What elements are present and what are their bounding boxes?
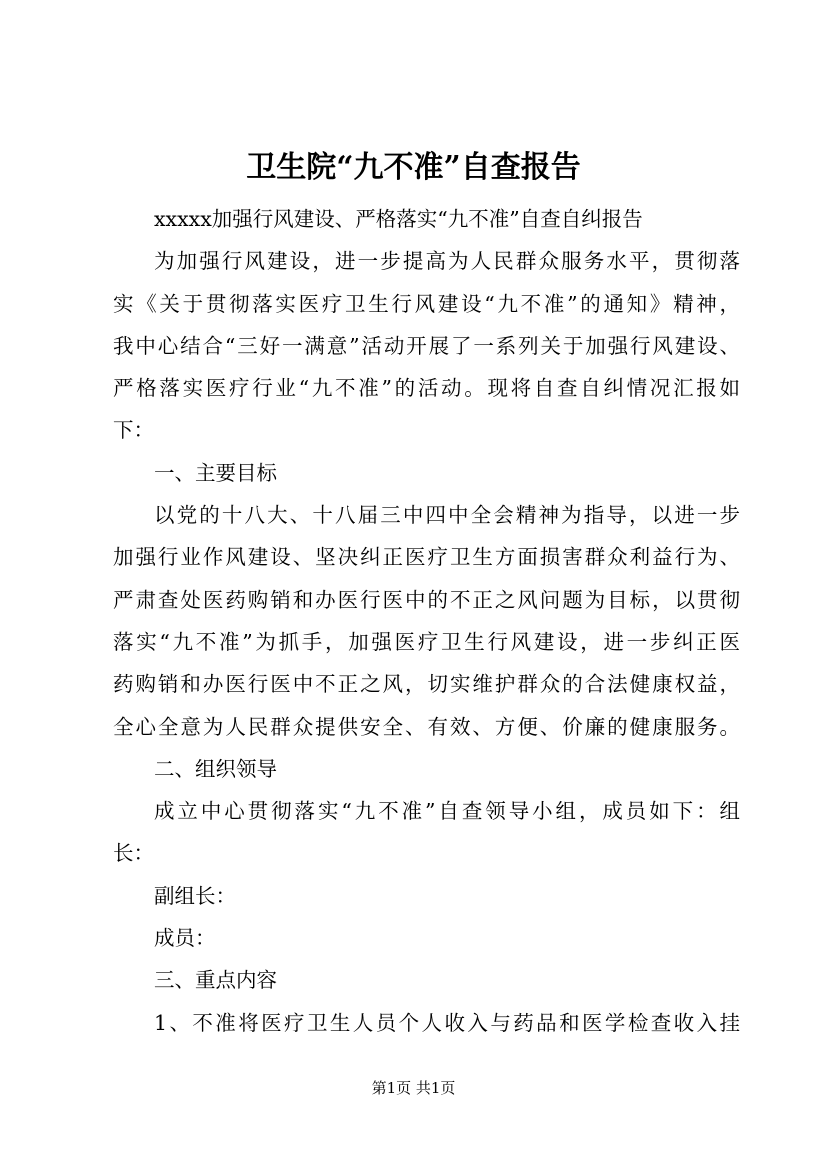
text-line: 我中心结合“三好一满意”活动开展了一系列关于加强行风建设、 [113, 333, 740, 358]
text-line: 为加强行风建设，进一步提高为人民群众服务水平，贯彻落 [154, 249, 740, 274]
text-line: 1、不准将医疗卫生人员个人收入与药品和医学检查收入挂 [154, 1010, 740, 1035]
document-title: 卫生院“九不准”自查报告 [246, 150, 581, 185]
text-line: 二、组织领导 [154, 756, 277, 781]
text-line: 三、重点内容 [154, 968, 277, 993]
text-line: 药购销和办医行医中不正之风，切实维护群众的合法健康权益， [113, 672, 740, 697]
text-line: 加强行业作风建设、坚决纠正医疗卫生方面损害群众利益行为、 [113, 545, 740, 570]
text-line: 下： [113, 418, 154, 443]
text-line: xxxxx加强行风建设、严格落实“九不准”自查自纠报告 [154, 207, 643, 231]
document-body [113, 198, 740, 1044]
text-line: 一、主要目标 [154, 460, 277, 485]
text-line: 成立中心贯彻落实“九不准”自查领导小组，成员如下：组 [154, 799, 740, 824]
text-line: 实《关于贯彻落实医疗卫生行风建设“九不准”的通知》精神， [113, 291, 740, 316]
text-line: 长： [113, 841, 154, 866]
text-line: 以党的十八大、十八届三中四中全会精神为指导，以进一步 [154, 503, 740, 528]
text-line: 落实“九不准”为抓手，加强医疗卫生行风建设，进一步纠正医 [113, 629, 740, 654]
text-line: 副组长： [154, 883, 236, 908]
page-number-footer: 第1页 共1页 [371, 1079, 456, 1097]
text-line: 严肃查处医药购销和办医行医中的不正之风问题为目标，以贯彻 [113, 587, 740, 612]
text-line: 严格落实医疗行业“九不准”的活动。现将自查自纠情况汇报如 [113, 376, 740, 401]
text-line: 全心全意为人民群众提供安全、有效、方便、价廉的健康服务。 [113, 714, 740, 739]
text-line: 成员： [154, 926, 216, 951]
